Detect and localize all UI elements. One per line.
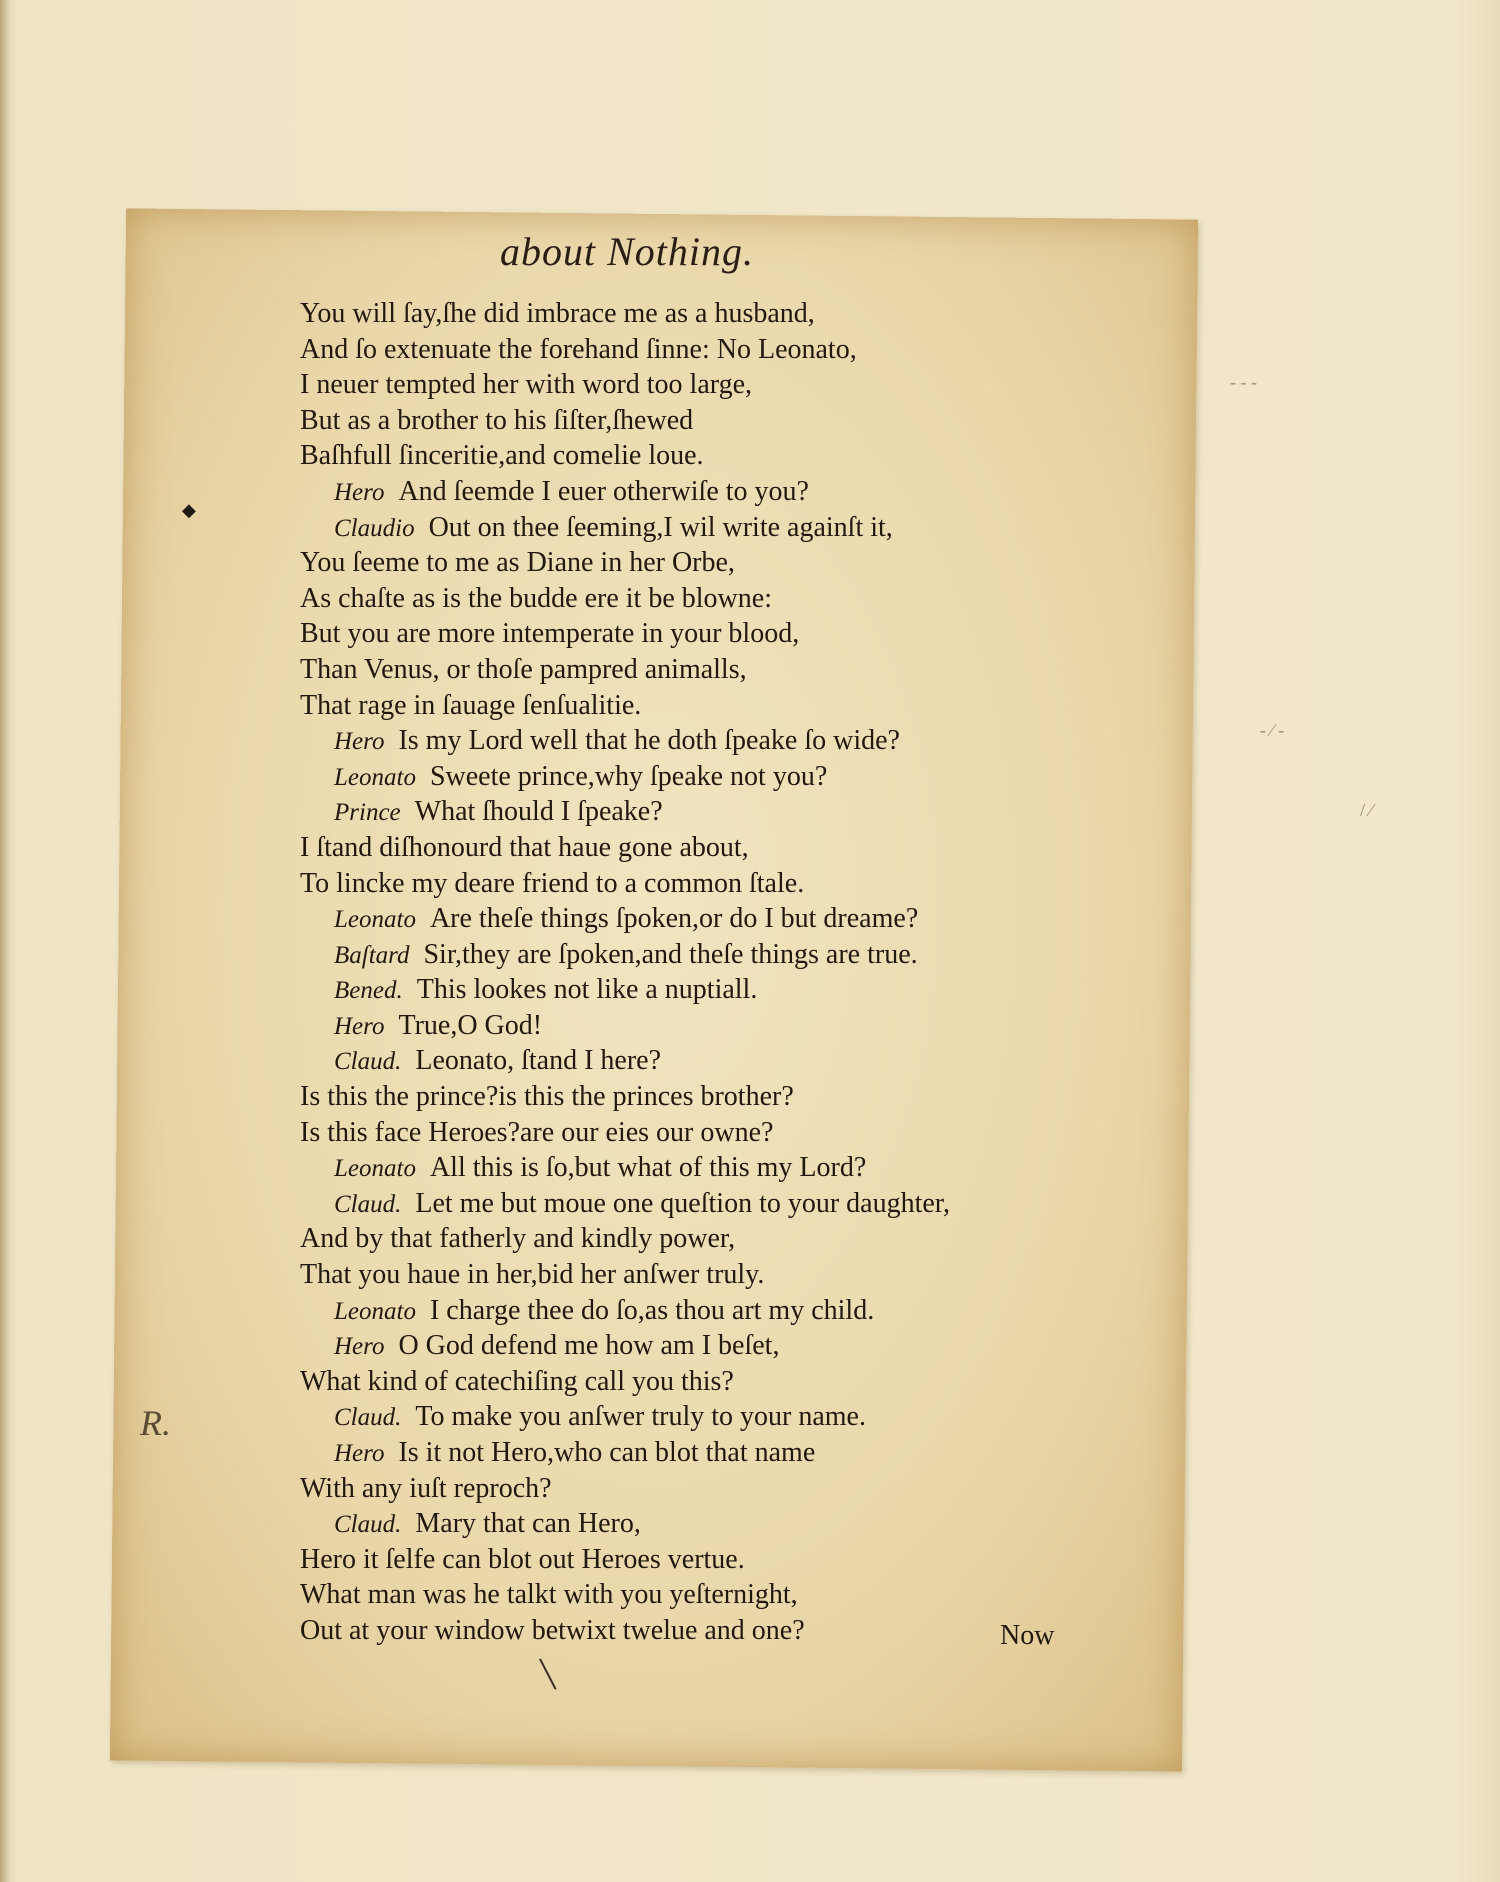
speech-line [300, 972, 1100, 1008]
speech-line [300, 1043, 1100, 1079]
line-text: To make you anſwer truly to your name. [415, 1401, 866, 1433]
line-text: I charge thee do ſo,as thou art my child. [429, 1294, 875, 1326]
speaker-name: Claud. [334, 1404, 402, 1432]
line-text: What kind of catechiſing call you this? [300, 1365, 734, 1397]
verse-line [300, 866, 1100, 902]
margin-annotation: R. [140, 1403, 171, 1443]
speaker-name: Hero [334, 478, 385, 506]
speech-line [300, 474, 1100, 510]
verse-line [300, 830, 1100, 866]
verse-line [300, 1471, 1100, 1507]
line-text: As chaſte as is the budde ere it be blowne: [300, 582, 772, 614]
speaker-name: Leonato [334, 1297, 416, 1325]
line-text: That you haue in her,bid her anſwer truly. [300, 1259, 765, 1291]
verse-line [300, 545, 1100, 581]
speaker-name: Claud. [334, 1511, 402, 1539]
speech-line [300, 1399, 1100, 1435]
speech-line [300, 937, 1100, 973]
verse-line [300, 296, 1100, 332]
line-text: You ſeeme to me as Diane in her Orbe, [300, 547, 735, 579]
pencil-mark-right-3: / ⁄ [1360, 800, 1373, 820]
speech-line [300, 1435, 1100, 1471]
line-text: Than Venus, or thoſe pampred animalls, [300, 653, 747, 685]
pencil-mark-right-2: ‐ ⁄ ‐ [1260, 720, 1284, 740]
verse-line [300, 688, 1100, 724]
line-text: Hero it ſelfe can blot out Heroes vertue. [300, 1543, 745, 1575]
line-text: All this is ſo,but what of this my Lord? [429, 1152, 867, 1184]
line-text: Sweete prince,why ſpeake not you? [429, 760, 828, 792]
speech-line [300, 1150, 1100, 1186]
line-text: Are theſe things ſpoken,or do I but dreame? [429, 903, 919, 935]
verse-line [300, 1115, 1100, 1151]
line-text: Mary that can Hero, [415, 1508, 641, 1540]
verse-line [300, 1257, 1100, 1293]
line-text: Out on thee ſeeming,I wil write againſt it, [428, 511, 893, 543]
verse-line [300, 367, 1100, 403]
catchword: Now [1000, 1620, 1055, 1651]
verse-line [300, 332, 1100, 368]
line-text: True,O God! [398, 1009, 543, 1041]
speech-line [300, 1506, 1100, 1542]
line-text: Baſhfull ſinceritie,and comelie loue. [300, 440, 704, 472]
line-text: And ſo extenuate the forehand ſinne: No Leonato, [300, 333, 857, 365]
line-text: Leonato, ſtand I here? [415, 1045, 662, 1077]
scan-left-edge [0, 0, 10, 1882]
speech-line [300, 1008, 1100, 1044]
line-text: This lookes not like a nuptiall. [416, 974, 758, 1006]
line-text: Is it not Hero,who can blot that name [398, 1437, 816, 1468]
speaker-name: Leonato [334, 763, 416, 791]
line-text: Out at your window betwixt twelue and one? [300, 1614, 805, 1646]
verse-line [300, 1364, 1100, 1400]
speaker-name: Bened. [334, 977, 403, 1005]
pencil-mark-right-1: ‐ ‐ ‐ [1230, 372, 1257, 392]
verse-line [300, 1079, 1100, 1115]
verse-line [300, 1221, 1100, 1257]
line-text: That rage in ſauage ſenſualitie. [300, 689, 642, 721]
line-text: Is this face Heroes?are our eies our owne? [300, 1116, 774, 1148]
running-head: about Nothing. [500, 229, 755, 274]
line-text: Let me but moue one queſtion to your daughter, [415, 1187, 951, 1219]
verse-line [300, 652, 1100, 688]
line-text: I ſtand diſhonourd that haue gone about, [300, 831, 749, 863]
speaker-name: Hero [334, 1333, 385, 1361]
line-text: To lincke my deare friend to a common ſtale. [300, 867, 805, 899]
speaker-name: Claud. [334, 1190, 402, 1218]
speaker-name: Hero [334, 1440, 385, 1467]
ink-mark-left: ◆ [182, 500, 196, 520]
speech-line [300, 759, 1100, 795]
line-text: O God defend me how am I beſet, [398, 1330, 780, 1362]
line-text: With any iuſt reproch? [300, 1472, 552, 1504]
speech-line [300, 794, 1100, 830]
speech-line [300, 723, 1100, 759]
speaker-name: Baſtard [334, 941, 410, 969]
speaker-name: Prince [334, 799, 401, 827]
line-text: Is this the prince?is this the princes brother? [300, 1081, 794, 1113]
speaker-name: Hero [334, 728, 385, 756]
speaker-name: Claud. [334, 1048, 402, 1076]
line-text: And by that fatherly and kindly power, [300, 1223, 736, 1255]
speaker-name: Leonato [334, 1155, 416, 1183]
speech-line [300, 901, 1100, 937]
line-text: You will ſay,ſhe did imbrace me as a husband, [300, 298, 815, 329]
line-text: I neuer tempted her with word too large, [300, 369, 753, 401]
verse-line [300, 403, 1100, 439]
speaker-name: Hero [334, 1012, 385, 1040]
line-text: Is my Lord well that he doth ſpeake ſo wide? [398, 725, 900, 757]
speaker-name: Claudio [334, 514, 415, 542]
play-text [300, 296, 1100, 1649]
speech-line [300, 1186, 1100, 1222]
line-text: But as a brother to his ſiſter,ſhewed [300, 404, 694, 436]
speech-line [300, 1293, 1100, 1329]
line-text: And ſeemde I euer otherwiſe to you? [398, 475, 809, 507]
verse-line [300, 616, 1100, 652]
line-text: Sir,they are ſpoken,and theſe things are true. [423, 938, 918, 970]
line-text: What man was he talkt with you yeſternight, [300, 1579, 798, 1611]
verse-line [300, 1542, 1100, 1578]
verse-line [300, 438, 1100, 474]
ink-stroke-bottom: ╲ [540, 1660, 556, 1689]
verse-line [300, 1613, 1100, 1649]
speech-line [300, 510, 1100, 546]
speech-line [300, 1328, 1100, 1364]
speaker-name: Leonato [334, 906, 416, 934]
line-text: What ſhould I ſpeake? [414, 796, 663, 828]
line-text: But you are more intemperate in your blood, [300, 618, 800, 650]
verse-line [300, 1577, 1100, 1613]
verse-line [300, 581, 1100, 617]
